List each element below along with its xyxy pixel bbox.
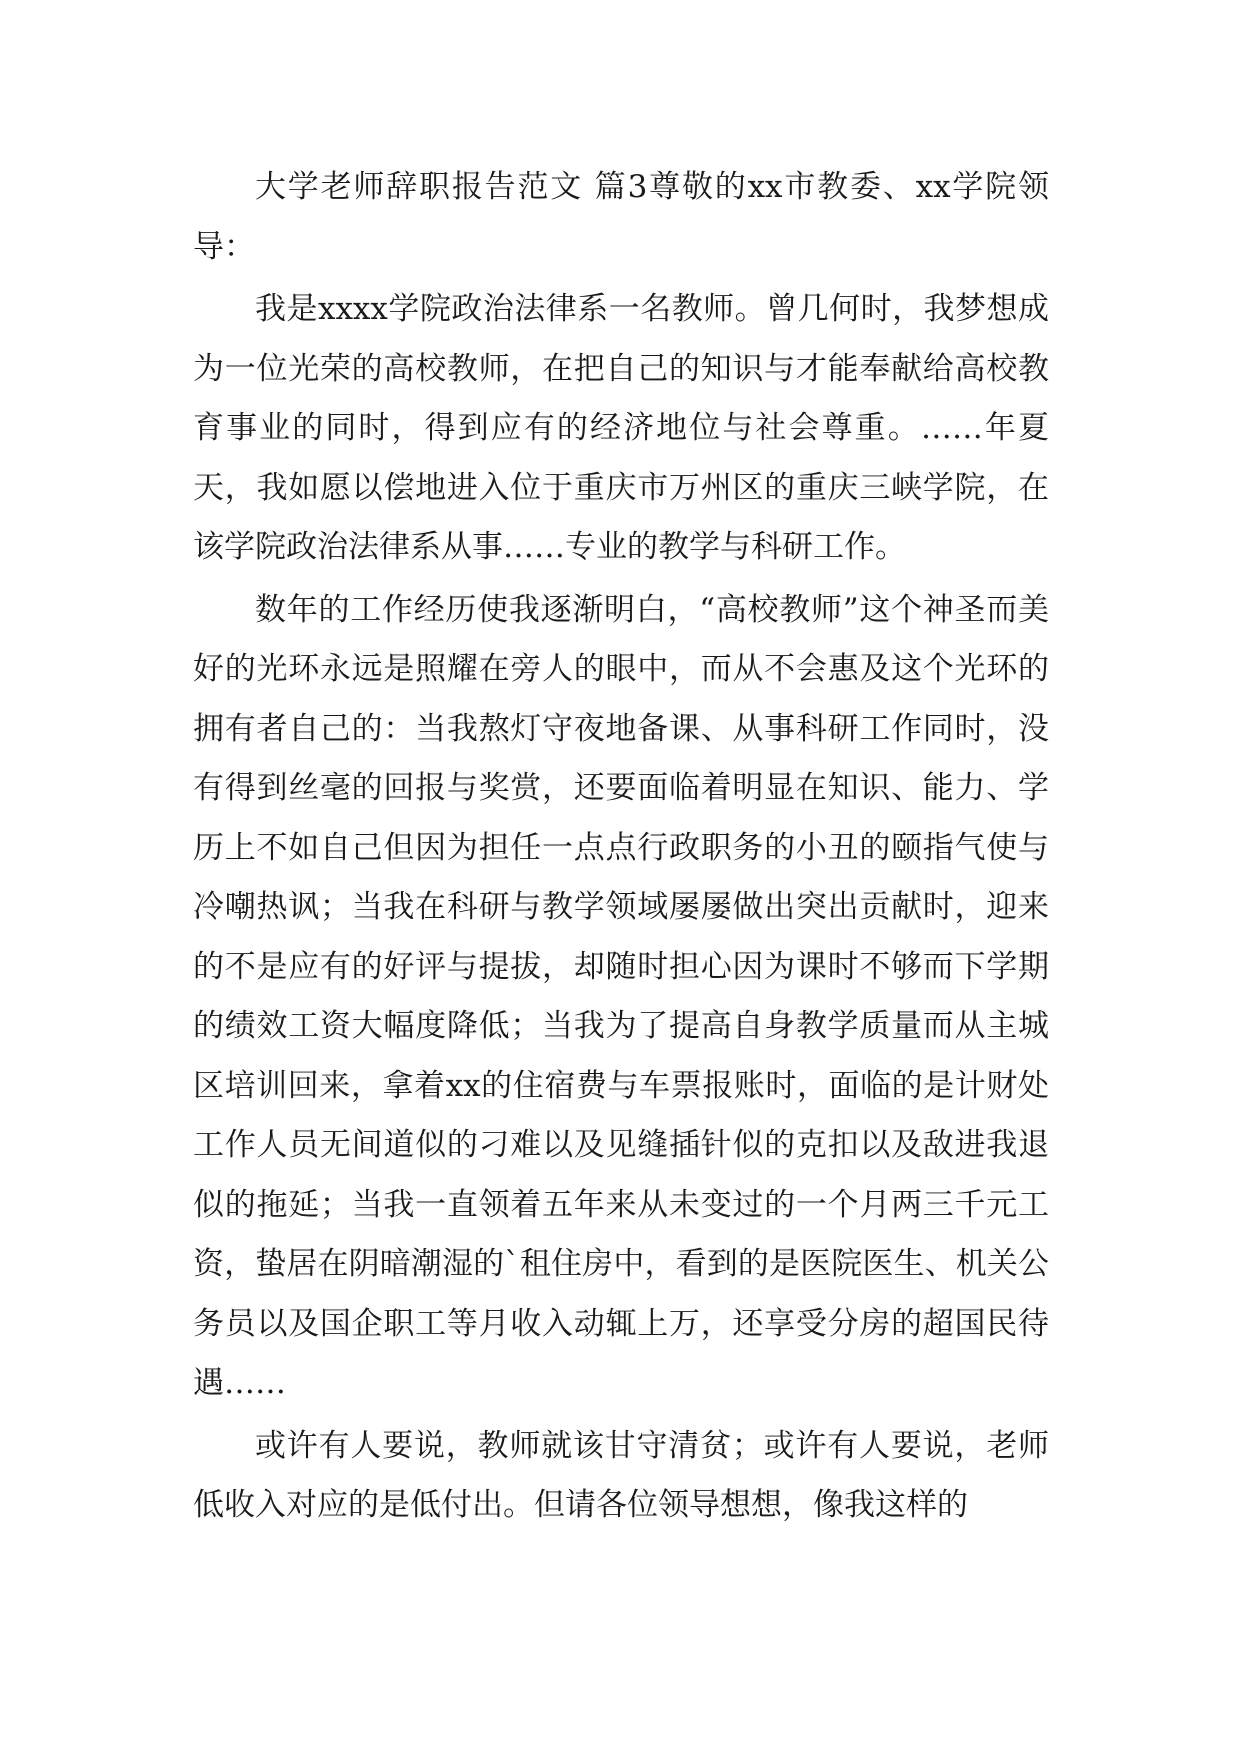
document-body <box>193 158 1049 1539</box>
paragraph-introduction: 我是xxxx学院政治法律系一名教师。曾几何时，我梦想成为一位光荣的高校教师，在把自己的知识与才能奉献给高校教育事业的同时，得到应有的经济地位与社会尊重。……年夏天，我如愿以偿地进入位于重庆市万州区的重庆三峡学院，在该学院政治法律系从事……专业的教学与科研工作。 <box>193 291 1049 565</box>
paragraph-experience: 数年的工作经历使我逐渐明白，“高校教师”这个神圣而美好的光环永远是照耀在旁人的眼中，而从不会惠及这个光环的拥有者自己的：当我熬灯守夜地备课、从事科研工作同时，没有得到丝毫的回报与奖赏，还要面临着明显在知识、能力、学历上不如自己但因为担任一点点行政职务的小丑的颐指气使与冷嘲热讽；当我在科研与教学领域屡屡做出突出贡献时，迎来的不是应有的好评与提拔，却随时担心因为课时不够而下学期的绩效工资大幅度降低；当我为了提高自身教学质量而从主城区培训回来，拿着xx的住宿费与车票报账时，面临的是计财处工作人员无间道似的刁难以及见缝插针似的克扣以及敌进我退似的拖延；当我一直领着五年来从未变过的一个月两三千元工资，蛰居在阴暗潮湿的`租住房中，看到的是医院医生、机关公务员以及国企职工等月收入动辄上万，还享受分房的超国民待遇…… <box>193 591 1049 1401</box>
paragraph-argument: 或许有人要说，教师就该甘守清贫；或许有人要说，老师低收入对应的是低付出。但请各位领导想想，像我这样的 <box>193 1427 1049 1523</box>
paragraph-title-greeting: 大学老师辞职报告范文 篇3尊敬的xx市教委、xx学院领导： <box>193 169 1049 265</box>
